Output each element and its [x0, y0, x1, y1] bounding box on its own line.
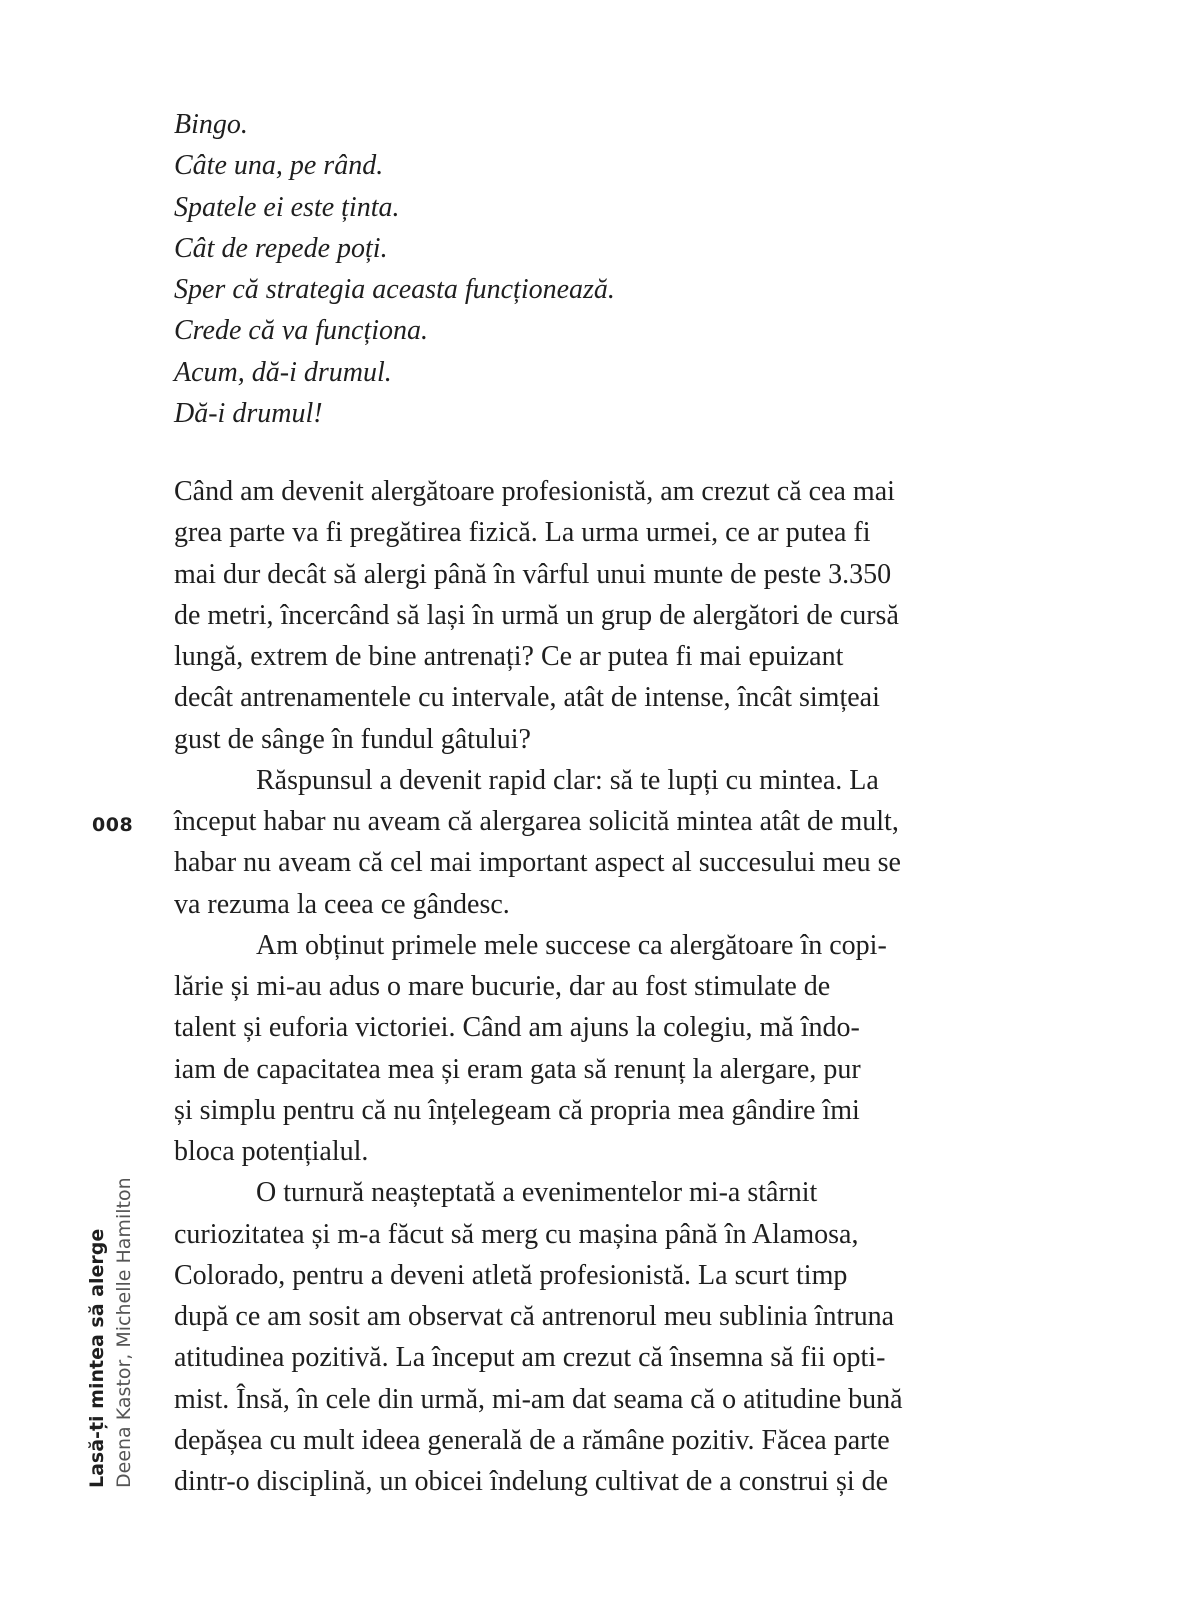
body-line: talent și euforia victoriei. Când am ajuns la colegiu, mă îndo-	[174, 1012, 860, 1044]
body-line: O turnură neașteptată a evenimentelor mi-a stârnit	[256, 1177, 818, 1209]
body-line: dintr-o disciplină, un obicei îndelung cultivat de a construi și de	[174, 1466, 889, 1497]
body-text	[174, 471, 1014, 1502]
running-head	[84, 1177, 138, 1488]
body-line: mist. Însă, în cele din urmă, mi-am dat seama că o atitudine bună	[174, 1383, 903, 1415]
body-line: va rezuma la ceea ce gândesc.	[174, 888, 510, 920]
body-line: Răspunsul a devenit rapid clar: să te lupți cu mintea. La	[256, 764, 879, 796]
poem-line: Bingo.	[174, 109, 248, 140]
book-title: Lasă-ți mintea să alerge	[86, 1228, 108, 1488]
body-line: de metri, încercând să lași în urmă un grup de alergători de cursă	[174, 599, 899, 631]
book-authors: Deena Kastor, Michelle Hamilton	[113, 1177, 135, 1488]
body-line: atitudinea pozitivă. La început am crezut că însemna să fii opti-	[174, 1342, 886, 1374]
poem-line: Spatele ei este ținta.	[174, 191, 400, 223]
body-line: început habar nu aveam că alergarea solicită mintea atât de mult,	[174, 806, 899, 837]
body-line: și simplu pentru că nu înțelegeam că propria mea gândire îmi	[174, 1094, 860, 1126]
body-line: habar nu aveam că cel mai important aspect al succesului meu se	[174, 847, 901, 879]
poem-line: Crede că va funcționa.	[174, 315, 429, 347]
body-line: lungă, extrem de bine antrenați? Ce ar putea fi mai epuizant	[174, 641, 844, 672]
poem-line: Câte una, pe rând.	[174, 150, 384, 182]
body-line: grea parte va fi pregătirea fizică. La urma urmei, ce ar putea fi	[174, 517, 871, 549]
body-line: iam de capacitatea mea și eram gata să renunț la alergare, pur	[174, 1053, 861, 1085]
body-line: Am obținut primele mele succese ca alergătoare în copi-	[256, 929, 887, 961]
page-number: 008	[92, 814, 134, 836]
body-line: curiozitatea și m-a făcut să merg cu mașina până în Alamosa,	[174, 1218, 859, 1250]
poem-block	[174, 104, 1014, 434]
body-line: depășea cu mult ideea generală de a rămâne pozitiv. Făcea parte	[174, 1424, 890, 1456]
poem-line: Dă-i drumul!	[174, 398, 323, 430]
body-line: după ce am sosit am observat că antrenorul meu sublinia întruna	[174, 1301, 895, 1332]
body-line: mai dur decât să alergi până în vârful unui munte de peste 3.350	[174, 558, 892, 590]
poem-line: Cât de repede poți.	[174, 232, 388, 264]
body-line: Când am devenit alergătoare profesionistă, am crezut că cea mai	[174, 476, 895, 507]
body-line: lărie și mi-au adus o mare bucurie, dar au fost stimulate de	[174, 971, 831, 1002]
poem-line: Sper că strategia aceasta funcționează.	[174, 274, 615, 306]
body-line: decât antrenamentele cu intervale, atât de intense, încât simțeai	[174, 682, 880, 714]
body-line: Colorado, pentru a deveni atletă profesionistă. La scurt timp	[174, 1259, 848, 1291]
body-line: gust de sânge în fundul gâtului?	[174, 723, 531, 755]
body-line: bloca potențialul.	[174, 1136, 369, 1167]
poem-line: Acum, dă-i drumul.	[174, 356, 392, 388]
